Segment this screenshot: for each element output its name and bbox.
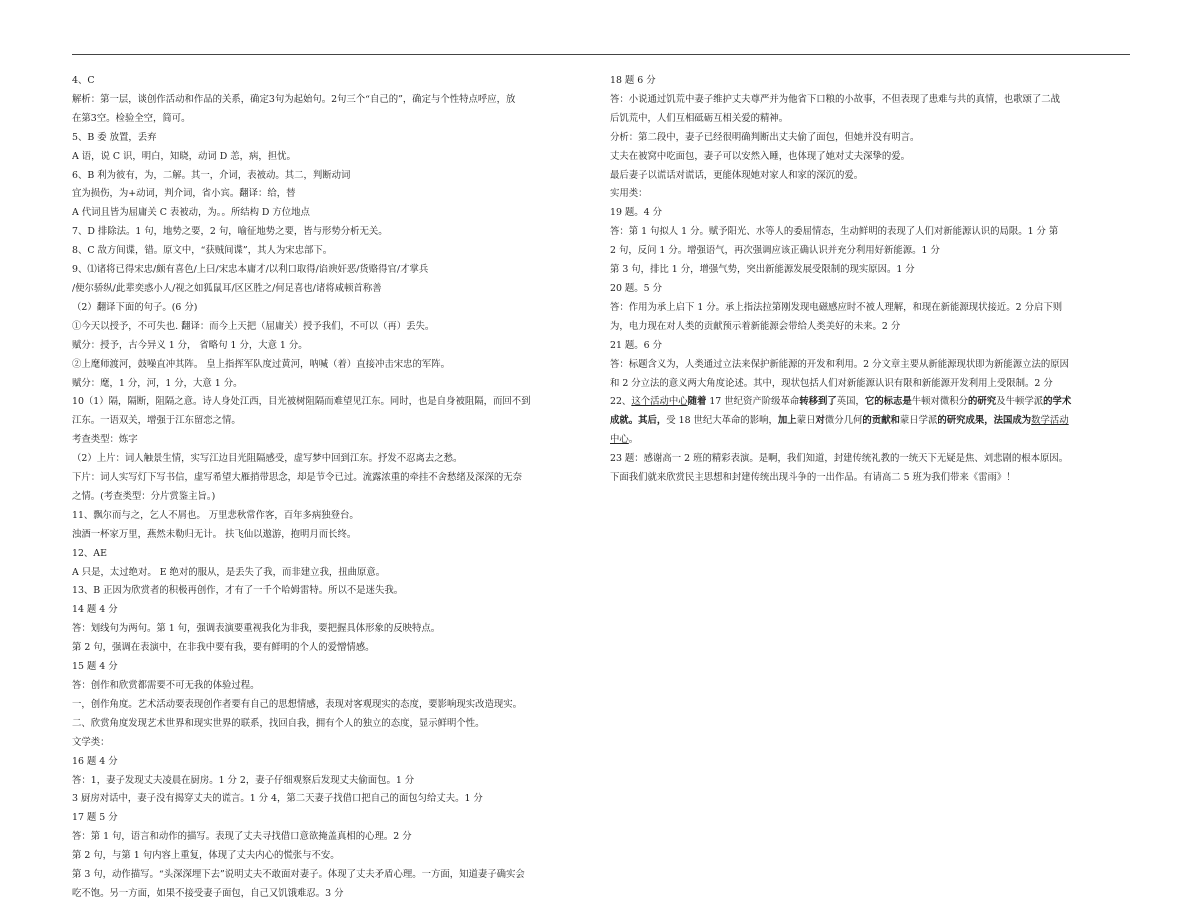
text-line: 考查类型：炼字 <box>72 434 138 446</box>
text-line: 14 题 4 分 <box>72 604 118 616</box>
text-line: /便尔骄纵/此辈奕惑小人/视之如狐鼠耳/区区胜之/何足喜也/诸将咸顿首称善 <box>72 282 382 294</box>
text-line: 之情。(考查类型：分片赏鉴主旨。) <box>72 490 216 502</box>
text-line: （2）翻译下面的句子。(6 分) <box>72 301 198 313</box>
text-line: 17 题 5 分 <box>72 812 118 824</box>
text-line: 答：创作和欣赏都需要不可无我的体验过程。 <box>72 680 260 691</box>
text-line: ①今天以授予，不可失也. 翻译：而今上天把（屈庸关）授予我们，不可以（再）丢失。 <box>72 320 435 332</box>
answer-22-line-3: 中心。 <box>610 434 639 446</box>
text-line: 一，创作角度。艺术活动要表现创作者要有自己的思想情感，表现对客观现实的态度，要影响现实改造现实。 <box>72 698 523 710</box>
answer-22-line-1: 22、这个活动中心随着 17 世纪资产阶级革命转移到了英国，它的标志是牛顿对微积分的研究及牛顿学派的学术 <box>610 396 1072 408</box>
text-line: 答：作用为承上启下 1 分。承上指法拉第刚发现电磁感应时不被人理解，和现在新能源现状接近。2 分启下则 <box>610 301 1063 313</box>
text-line: 20 题。5 分 <box>610 282 662 294</box>
text-line: 后饥荒中，人们互相砥砺互相关爱的精神。 <box>610 112 789 124</box>
text-line: 23 题：感谢高一 2 班的精彩表演。是啊，我们知道，封建传统礼教的一统天下无疑是焦、刘悲剧的根本原因。 <box>610 453 1069 465</box>
text-line: 答：第 1 句，语言和动作的描写。表现了丈夫寻找借口意欲掩盖真相的心理。2 分 <box>72 831 412 843</box>
text-line: 15 题 4 分 <box>72 661 118 673</box>
text-line: 在第3空。检验全空，简可。 <box>72 112 191 124</box>
text-line: 答：标题含义为，人类通过立法来保护新能源的开发和利用。2 分文章主要从新能源现状即为新能源立法的原因 <box>610 358 1069 370</box>
left-column <box>72 72 592 904</box>
text-line: 第 3 句，排比 1 分，增强气势，突出新能源发展受限制的现实原因。1 分 <box>610 264 915 276</box>
text-line: 答：第 1 句拟人 1 分。赋予阳光、水等人的委屈情态，生动鲜明的表现了人们对新能源认识的局限。1 分 第 <box>610 226 1059 238</box>
text-line: 5、B 委 放置，丢弃 <box>72 131 157 143</box>
text-line: A 代词且皆为屈庸关 C 表被动，为。。所结构 D 方位地点 <box>72 207 310 219</box>
text-line: 16 题 4 分 <box>72 755 118 767</box>
text-line: 宜为损伤，为+动词，判介词，省小宾。翻译：给，替 <box>72 188 296 200</box>
text-line: 文学类： <box>72 736 110 748</box>
text-line: 7、D 排除法。1 句，地势之要，2 句，喻征地势之要，皆与形势分析无关。 <box>72 226 388 238</box>
text-line: 9、⑴诸将已得宋忠/颇有喜色/上曰/宋忠本庸才/以利口取得/谄谀奸恶/货赂得官/才掌兵 <box>72 264 429 276</box>
answer-22-line-2: 成就。其后，受 18 世纪大革命的影响，加上蒙日对微分几何的贡献和蒙日学派的研究成果，法国成为数学活动 <box>610 415 1069 427</box>
text-line: 8、C 敌方间谍，错。原文中，“获贼间谍”，其人为宋忠部下。 <box>72 245 333 257</box>
text-line: ②上麾师渡河，鼓噪直冲其阵。 皇上指挥军队度过黄河，呐喊（着）直接冲击宋忠的军阵。 <box>72 358 450 370</box>
text-line: 12、AE <box>72 547 107 559</box>
text-line: 下片：词人实写灯下写书信，虚写希望大雁捎带思念，却是节令已过。流露浓重的牵挂不舍愁绪及深深的无奈 <box>72 472 523 484</box>
text-line: A 只是，太过绝对。 E 绝对的服从，是丢失了我，而非建立我，扭曲原意。 <box>72 566 386 578</box>
text-line: 浊酒一杯家万里，燕然未勒归无计。 扶飞仙以遨游，抱明月而长终。 <box>72 528 357 540</box>
text-line: 答：1，妻子发现丈夫凌晨在厨房。1 分 2，妻子仔细观察后发现丈夫偷面包。1 分 <box>72 774 415 786</box>
text-line: 第 3 句，动作描写。“头深深埋下去”说明丈夫不敢面对妻子。体现了丈夫矛盾心理。一方面，知道妻子确实会 <box>72 869 525 881</box>
text-line: （2）上片：词人触景生情，实写江边目光阻隔感受，虚写梦中回到江东。抒发不忍离去之愁。 <box>72 453 463 465</box>
text-line: 解析：第一层，谈创作活动和作品的关系，确定3句为起始句。2句三个“自己的”，确定与个性特点呼应，放 <box>72 93 516 105</box>
text-line: 江东。一语双关，增强于江东留恋之情。 <box>72 415 241 427</box>
text-line: 最后妻子以谎话对谎话，更能体现她对家人和家的深沉的爱。 <box>610 169 864 181</box>
text-line: 分析：第二段中，妻子已经很明确判断出丈夫偷了面包，但她并没有明言。 <box>610 131 920 143</box>
right-column <box>610 72 1130 488</box>
text-line: 为，电力现在对人类的贡献预示着新能源会带给人类美好的未来。2 分 <box>610 320 901 332</box>
text-line: 21 题。6 分 <box>610 339 662 351</box>
text-line: 和 2 分立法的意义两大角度论述。其中，现状包括人们对新能源认识有限和新能源开发利用上受限制。2 分 <box>610 377 1053 389</box>
text-line: 第 2 句，强调在表演中，在非我中要有我，要有鲜明的个人的爱憎情感。 <box>72 642 375 654</box>
text-line: 实用类： <box>610 188 648 200</box>
text-line: 11、飘尔而与之，乞人不屑也。 万里悲秋常作客，百年多病独登台。 <box>72 509 359 521</box>
text-line: 18 题 6 分 <box>610 75 656 86</box>
text-line: 10（1）隔，隔断，阻隔之意。诗人身处江西，目光被树阻隔而难望见江东。同时，也是自身被阻隔，而回不到 <box>72 396 531 408</box>
text-line: 19 题。4 分 <box>610 207 662 219</box>
text-line: 丈夫在被窝中吃面包，妻子可以安然入睡，也体现了她对丈夫深挚的爱。 <box>610 150 911 162</box>
text-line: 吃不饱。另一方面，如果不接受妻子面包，自己又饥饿难忍。3 分 <box>72 887 344 899</box>
text-line: 下面我们就来欣赏民主思想和封建传统出现斗争的一出作品。有请高二 5 班为我们带来《雷雨》！ <box>610 472 1016 484</box>
text-line: 第 2 句，与第 1 句内容上重复，体现了丈夫内心的慌张与不安。 <box>72 850 340 862</box>
text-line: 答：划线句为两句。第 1 句，强调表演要重视我化为非我，要把握具体形象的反映特点。 <box>72 623 441 635</box>
text-line: 赋分：授予，古今异义 1 分， 省略句 1 分，大意 1 分。 <box>72 339 308 351</box>
text-line: 答：小说通过饥荒中妻子维护丈夫尊严并为他省下口粮的小故事，不但表现了患难与共的真情，也歌颂了二战 <box>610 93 1061 105</box>
text-line: 13、B 正因为欣赏者的积极再创作，才有了一千个哈姆雷特。所以不是迷失我。 <box>72 585 404 597</box>
text-line: 6、B 利为彼有，为，二解。其一，介词，表被动。其二，判断动词 <box>72 169 351 181</box>
text-line: 二、欣赏角度发现艺术世界和现实世界的联系，找回自我，拥有个人的独立的态度，显示鲜明个性。 <box>72 717 485 729</box>
text-line: A 语，说 C 识，明白，知晓，动词 D 恙，病，担忧。 <box>72 150 296 162</box>
text-line: 赋分：麾，1 分，河，1 分，大意 1 分。 <box>72 377 243 389</box>
text-line: 2 句，反问 1 分。增强语气，再次强调应该正确认识并充分利用好新能源。1 分 <box>610 245 940 257</box>
header-rule <box>72 54 1130 55</box>
text-line: 3 厨房对话中，妻子没有揭穿丈夫的谎言。1 分 4，第二天妻子找借口把自己的面包匀给丈夫。1 分 <box>72 793 483 805</box>
text-line: 4、C <box>72 75 95 86</box>
